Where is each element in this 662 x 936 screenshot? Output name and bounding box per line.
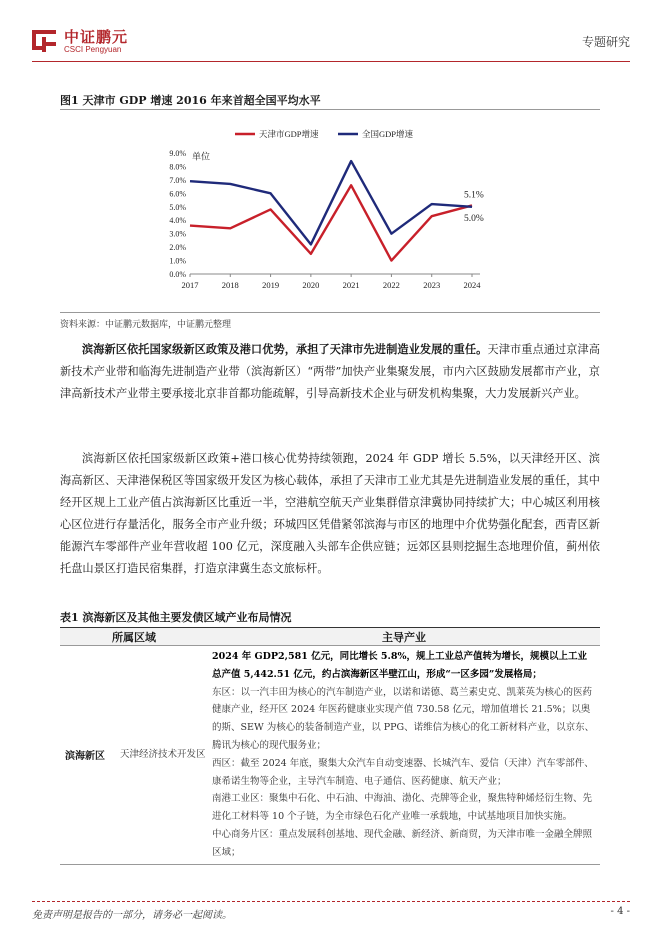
- x-tick-label: 2017: [181, 280, 199, 290]
- x-tick-label: 2018: [221, 280, 239, 290]
- footer-disclaimer: 免责声明是报告的一部分，请务必一起阅读。: [32, 910, 232, 921]
- document-type-label: 专题研究: [581, 35, 630, 49]
- y-tick-label: 5.0%: [169, 202, 186, 212]
- x-tick-label: 2019: [262, 280, 280, 290]
- legend-label-national: 全国GDP增速: [362, 129, 414, 139]
- table-cell-region: 滨海新区: [60, 646, 110, 865]
- table-cell-subregion: 天津经济技术开发区: [110, 646, 208, 865]
- figure-top-rule: [60, 109, 600, 110]
- footer-divider: [32, 901, 630, 902]
- company-name-en: CSCI Pengyuan: [64, 45, 122, 54]
- x-tick-label: 2021: [342, 280, 360, 290]
- figure-title: 图1 天津市 GDP 增速 2016 年来首超全国平均水平: [60, 94, 321, 107]
- paragraph-1-lead: 滨海新区依托国家级新区政策及港口优势，承担了天津市先进制造业发展的重任。: [82, 342, 488, 356]
- page-number: - 4 -: [610, 906, 630, 917]
- company-logo-icon: [32, 28, 56, 52]
- x-tick-label: 2024: [463, 280, 481, 290]
- series-line-national: [190, 161, 472, 244]
- table-header-industry: 主导产业: [208, 628, 600, 646]
- y-tick-label: 0.0%: [169, 270, 186, 279]
- table-row: [60, 646, 600, 865]
- x-tick-label: 2023: [423, 280, 441, 290]
- chart-axes: [169, 149, 481, 290]
- x-tick-label: 2020: [302, 280, 320, 290]
- industry-nangang-zone: 南港工业区：聚集中石化、中石油、中海油、渤化、壳牌等企业，聚焦特种烯烃衍生物、先进化工材料等 10 个子链，为全市绿色石化产业唯一承载地，中试基地项目加快实施。: [212, 793, 593, 823]
- industry-summary: 2024 年 GDP2,581 亿元，同比增长 5.8%，规上工业总产值转为增长，规模以上工业总产值 5,442.51 亿元，约占滨海新区半壁江山，形成“一区多园”发展格局；: [212, 651, 587, 680]
- y-tick-label: 9.0%: [169, 149, 186, 158]
- paragraph-1-body: 天津市重点通过京津高新技术产业带和临海先进制造产业带（滨海新区）“两带”加快产业集聚发展，市内六区鼓励发展都市产业，京津高新技术产业带主要承接北京非首都功能疏解，引导高新技术企业与研发机构集聚，大力发展新兴产业。: [60, 343, 600, 400]
- table-header-region: 所属区域: [60, 628, 208, 646]
- figure-bottom-rule: [60, 312, 600, 313]
- legend-label-tianjin: 天津市GDP增速: [259, 129, 319, 139]
- industry-east-zone: 东区：以一汽丰田为核心的汽车制造产业，以诺和诺德、葛兰素史克、凯莱英为核心的医药健康产业，经开区 2024 年医药健康业实现产值 730.58 亿元，增加值增长 21.5%；以奥的斯、SEW 为核心的装备制造产业，以 PPG、诺维信为核心的化工新材料产业，以京东、腾讯为核心的现代服务业；: [212, 686, 595, 751]
- chart-series: [190, 161, 472, 260]
- figure-source-note: 资料来源：中证鹏元数据库，中证鹏元整理: [60, 320, 232, 330]
- y-axis-label: 单位: [192, 151, 211, 162]
- table-title: 表1 滨海新区及其他主要发债区域产业布局情况: [60, 611, 292, 624]
- x-tick-label: 2022: [382, 280, 400, 290]
- y-tick-label: 4.0%: [169, 216, 186, 226]
- y-tick-label: 2.0%: [169, 243, 186, 253]
- table-header-row: [60, 628, 600, 646]
- industry-cbd-zone: 中心商务片区：重点发展科创基地、现代金融、新经济、新商贸，为天津市唯一金融全牌照区域；: [212, 828, 593, 858]
- y-tick-label: 6.0%: [169, 189, 186, 199]
- company-name-cn: 中证鹏元: [64, 28, 129, 46]
- industry-layout-table: [60, 627, 600, 865]
- chart-legend: [235, 129, 414, 139]
- paragraph-1: [60, 338, 600, 405]
- annotation-national-2024: 5.0%: [464, 213, 484, 224]
- paragraph-2: 滨海新区依托国家级新区政策+港口核心优势持续领跑，2024 年 GDP 增长 5.5%，以天津经开区、滨海高新区、天津港保税区等国家级开发区为核心载体，承担了天津市工业尤其是先进制造业发展的重任，其中经开区规上工业产值占滨海新区比重近一半，空港航空航天产业集群借京津冀协同持续扩大；中心城区利用核心区位进行存量活化，服务全市产业升级；环城四区凭借紧邻滨海与市区的地理中介优势强化配套，西青区新能源汽车零部件产业年营收超 100 亿元，深度融入头部车企供应链；远郊区县则挖掘生态地理价值，蓟州依托盘山景区打造民宿集群，打造京津冀生态文旅标杆。: [60, 452, 600, 575]
- y-tick-label: 3.0%: [169, 229, 186, 239]
- y-tick-label: 7.0%: [169, 175, 186, 185]
- industry-west-zone: 西区：截至 2024 年底，聚集大众汽车自动变速器、长城汽车、爱信（天津）汽车零部件、康希诺生物等企业，主导汽车制造、电子通信、医药健康、航天产业；: [212, 757, 594, 787]
- y-tick-label: 8.0%: [169, 162, 186, 172]
- series-line-tianjin: [190, 185, 472, 260]
- table-cell-industry: [208, 646, 600, 865]
- y-tick-label: 1.0%: [169, 256, 186, 266]
- annotation-tianjin-2024: 5.1%: [464, 190, 484, 201]
- header-divider: [32, 61, 630, 62]
- gdp-growth-line-chart: [60, 115, 600, 310]
